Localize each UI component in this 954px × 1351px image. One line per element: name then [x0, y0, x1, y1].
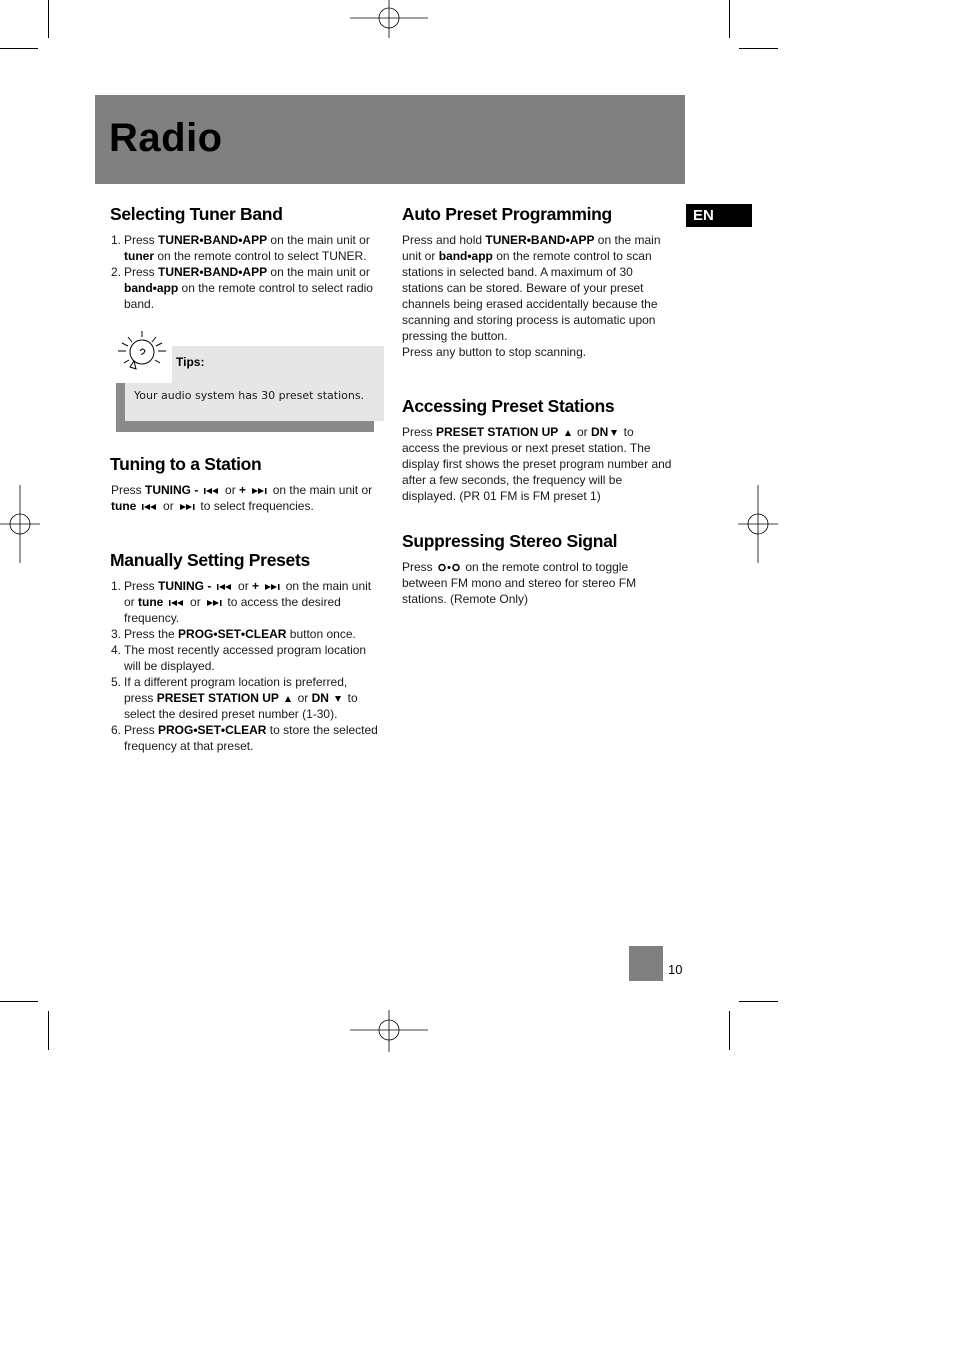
registration-mark [0, 485, 40, 563]
crop-mark [0, 1001, 38, 1002]
section-heading-stereo: Suppressing Stereo Signal [402, 531, 618, 551]
tips-label: Tips: [176, 355, 205, 369]
skip-forward-icon [179, 503, 195, 511]
stereo-mono-icon [438, 563, 460, 572]
tips-icon-frame [110, 323, 172, 383]
accessing-presets-text: Press PRESET STATION UP or DN to access the previous or next preset station. The display first shows the preset program number and after a few seconds, the frequency will be displayed. (PR 01 FM is FM preset 1) [402, 425, 672, 503]
section-heading-tuning: Tuning to a Station [110, 454, 262, 474]
language-tab: EN [686, 204, 752, 227]
list-item: 1. Press TUNING - or + on the main unit or tune or to access the desired frequency. [111, 579, 372, 625]
list-item: 1. Press TUNER•BAND•APP on the main unit or tuner on the remote control to select TUNER. [111, 233, 370, 263]
registration-mark [738, 485, 778, 563]
list-item: 4. The most recently accessed program location will be displayed. [111, 643, 367, 673]
section-heading-manual-presets: Manually Setting Presets [110, 550, 310, 570]
section-heading-auto-preset: Auto Preset Programming [402, 204, 612, 224]
triangle-down-icon [610, 429, 618, 437]
list-item: 2. Press TUNER•BAND•APP on the main unit or band•app on the remote control to select radio band. [111, 265, 373, 311]
skip-back-icon [217, 583, 233, 591]
skip-back-icon [142, 503, 158, 511]
page-title: Radio [109, 116, 223, 160]
crop-mark [729, 0, 730, 38]
tips-text: Your audio system has 30 preset stations. [134, 389, 365, 402]
crop-mark [48, 0, 49, 38]
crop-mark [739, 1001, 778, 1002]
manual-presets-steps [111, 578, 379, 754]
crop-mark [729, 1011, 730, 1050]
page-number: 10 [668, 962, 683, 977]
lightbulb-icon [110, 323, 172, 383]
registration-mark [350, 1010, 428, 1052]
section-heading-tuner-band: Selecting Tuner Band [110, 204, 283, 224]
triangle-down-icon [334, 695, 342, 703]
triangle-up-icon [564, 429, 572, 437]
auto-preset-text: Press and hold TUNER•BAND•APP on the main unit or band•app on the remote control to scan stations in selected band. A maximum of 30 stations can be stored. Beware of your preset channels being erased accidentally because the scanning and storing process is automatic upon pressing the button. Press any button to stop scanning. [402, 233, 661, 359]
tuner-band-steps [111, 232, 381, 312]
section-heading-accessing-presets: Accessing Preset Stations [402, 396, 615, 416]
skip-back-icon [169, 599, 185, 607]
list-item: 3. Press the PROG•SET•CLEAR button once. [111, 627, 356, 641]
skip-forward-icon [206, 599, 222, 607]
skip-back-icon [204, 487, 220, 495]
skip-forward-icon [264, 583, 280, 591]
tuning-text: Press TUNING - or + on the main unit or tune or to select frequencies. [111, 483, 373, 513]
stereo-text: Press on the remote control to toggle between FM mono and stereo for stereo FM stations. (Remote Only) [402, 560, 637, 606]
list-item: 6. Press PROG•SET•CLEAR to store the selected frequency at that preset. [111, 723, 378, 753]
skip-forward-icon [251, 487, 267, 495]
crop-mark [739, 48, 778, 49]
triangle-up-icon [284, 695, 292, 703]
registration-mark [350, 0, 428, 40]
page-number-box [629, 946, 663, 981]
crop-mark [48, 1011, 49, 1050]
crop-mark [0, 48, 38, 49]
list-item: 5. If a different program location is preferred, press PRESET STATION UP or DN to select the desired preset number (1-30). [111, 675, 358, 721]
